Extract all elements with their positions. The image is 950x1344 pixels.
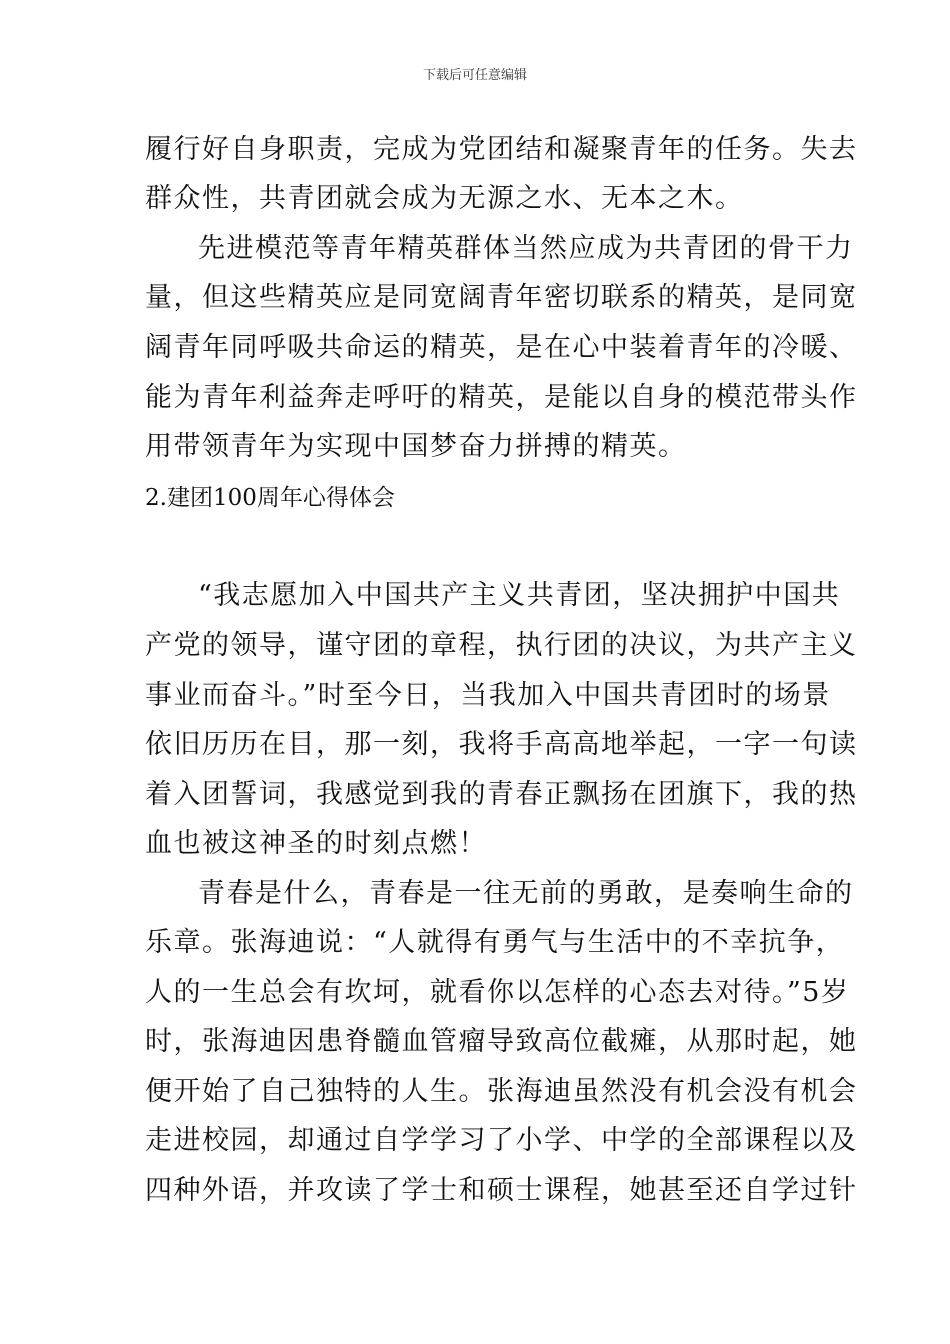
section-heading: 2.建团100周年心得体会 bbox=[145, 485, 395, 511]
text-line: 血也被这神圣的时刻点燃！ bbox=[145, 828, 487, 859]
text-line: 便开始了自己独特的人生。张海迪虽然没有机会没有机会 bbox=[145, 1076, 858, 1107]
text-line: 乐章。张海迪说：“人就得有勇气与生活中的不幸抗争， bbox=[145, 927, 845, 958]
text-line: 走进校园，却通过自学学习了小学、中学的全部课程以及 bbox=[145, 1125, 858, 1156]
text-line: 依旧历历在目，那一刻，我将手高高地举起，一字一句读 bbox=[145, 729, 858, 760]
text-line: 青春是什么，青春是一往无前的勇敢，是奏响生命的 bbox=[198, 878, 854, 909]
text-line: 群众性，共青团就会成为无源之水、无本之木。 bbox=[145, 183, 744, 214]
page-header: 下载后可任意编辑 bbox=[422, 68, 527, 83]
text-line: 事业而奋斗。”时至今日，当我加入中国共青团时的场景 bbox=[145, 680, 831, 711]
text-line: “我志愿加入中国共产主义共青团，坚决拥护中国共 bbox=[198, 580, 841, 611]
text-line: 人的一生总会有坎坷，就看你以怎样的心态去对待。”5岁 bbox=[145, 977, 850, 1008]
text-line: 先进模范等青年精英群体当然应成为共青团的骨干力 bbox=[198, 233, 854, 264]
text-line: 用带领青年为实现中国梦奋力拼搏的精英。 bbox=[145, 431, 687, 462]
text-line: 着入团誓词，我感觉到我的青春正飘扬在团旗下，我的热 bbox=[145, 779, 858, 810]
text-line: 履行好自身职责，完成为党团结和凝聚青年的任务。失去 bbox=[145, 134, 858, 165]
text-line: 时，张海迪因患脊髓血管瘤导致高位截瘫，从那时起，她 bbox=[145, 1026, 858, 1057]
text-line: 量，但这些精英应是同宽阔青年密切联系的精英，是同宽 bbox=[145, 282, 858, 313]
text-line: 产党的领导，谨守团的章程，执行团的决议，为共产主义 bbox=[145, 630, 858, 661]
text-line: 能为青年利益奔走呼吁的精英，是能以自身的模范带头作 bbox=[145, 382, 858, 413]
text-line: 四种外语，并攻读了学士和硕士课程，她甚至还自学过针 bbox=[145, 1175, 858, 1206]
text-line: 阔青年同呼吸共命运的精英，是在心中装着青年的冷暖、 bbox=[145, 332, 858, 363]
